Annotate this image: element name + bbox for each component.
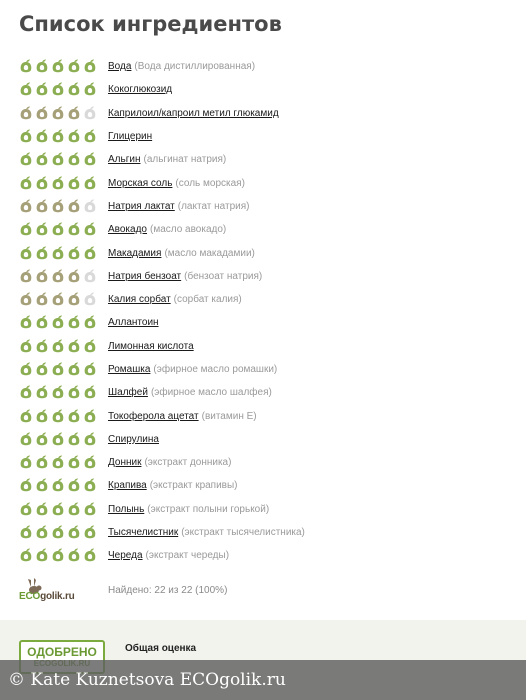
leaf-icon	[67, 385, 81, 400]
leaf-icon	[67, 199, 81, 214]
leaf-icon	[83, 432, 97, 447]
badge-line1: ОДОБРЕНО	[27, 645, 97, 659]
ingredient-link[interactable]: Лимонная кислота	[108, 340, 194, 352]
ingredient-note: (экстракт полыни горькой)	[147, 503, 270, 515]
ingredient-row	[19, 171, 519, 194]
ingredient-rating	[19, 59, 108, 74]
leaf-icon	[51, 106, 65, 121]
ingredient-link[interactable]: Натрия бензоат	[108, 270, 182, 282]
leaf-icon	[83, 478, 97, 493]
leaf-icon	[51, 82, 65, 97]
leaf-icon	[51, 455, 65, 470]
leaf-icon	[51, 269, 65, 284]
ingredient-link[interactable]: Авокадо	[108, 224, 147, 236]
leaf-icon	[35, 525, 49, 540]
ingredient-note: (экстракт донника)	[144, 457, 232, 469]
leaf-icon	[35, 59, 49, 74]
leaf-icon	[35, 176, 49, 191]
leaf-icon	[35, 129, 49, 144]
leaf-empty-icon	[83, 106, 97, 121]
ingredient-rating	[19, 339, 108, 354]
leaf-icon	[51, 502, 65, 517]
ingredient-row	[19, 521, 519, 544]
ingredient-row	[19, 148, 519, 171]
ingredient-link[interactable]: Каприлоил/капроил метил глюкамид	[108, 107, 279, 119]
ingredient-row	[19, 125, 519, 148]
leaf-icon	[83, 339, 97, 354]
ingredient-rating	[19, 385, 108, 400]
leaf-icon	[35, 385, 49, 400]
ingredient-note: (витамин E)	[201, 410, 257, 422]
page-title: Список ингредиентов	[19, 12, 282, 36]
ingredient-row	[19, 55, 519, 78]
leaf-icon	[67, 176, 81, 191]
ingredient-link[interactable]: Донник	[108, 457, 142, 469]
leaf-icon	[35, 478, 49, 493]
leaf-icon	[19, 339, 33, 354]
leaf-icon	[19, 432, 33, 447]
leaf-icon	[35, 502, 49, 517]
ingredient-note: (экстракт крапивы)	[149, 480, 238, 492]
leaf-icon	[67, 82, 81, 97]
leaf-icon	[35, 432, 49, 447]
ingredient-row	[19, 102, 519, 125]
ingredient-note: (экстракт тысячелистника)	[181, 527, 305, 539]
leaf-icon	[83, 548, 97, 563]
ingredient-link[interactable]: Ромашка	[108, 364, 151, 375]
ingredient-row	[19, 358, 519, 381]
leaf-icon	[19, 129, 33, 144]
leaf-icon	[83, 502, 97, 517]
ingredient-rating	[19, 199, 108, 214]
leaf-icon	[35, 548, 49, 563]
ingredient-note: (сорбат калия)	[173, 294, 242, 306]
leaf-icon	[67, 478, 81, 493]
leaf-icon	[83, 362, 97, 377]
ingredient-note: (масло макадамии)	[164, 247, 255, 259]
leaf-icon	[19, 152, 33, 167]
leaf-icon	[83, 59, 97, 74]
leaf-icon	[51, 339, 65, 354]
leaf-icon	[19, 315, 33, 330]
leaf-icon	[19, 409, 33, 424]
leaf-icon	[19, 362, 33, 377]
ingredient-link[interactable]: Калия сорбат	[108, 294, 171, 306]
leaf-icon	[83, 315, 97, 330]
leaf-icon	[19, 478, 33, 493]
leaf-icon	[35, 152, 49, 167]
leaf-icon	[67, 152, 81, 167]
leaf-icon	[51, 59, 65, 74]
leaf-icon	[67, 246, 81, 261]
ingredient-row	[19, 265, 519, 288]
ingredient-row	[19, 335, 519, 358]
leaf-icon	[19, 222, 33, 237]
leaf-icon	[67, 315, 81, 330]
ingredient-row	[19, 451, 519, 474]
leaf-icon	[19, 106, 33, 121]
leaf-icon	[19, 269, 33, 284]
leaf-icon	[19, 292, 33, 307]
leaf-icon	[19, 525, 33, 540]
leaf-icon	[35, 339, 49, 354]
ingredient-link[interactable]: Тысячелистник	[108, 527, 179, 539]
leaf-icon	[19, 502, 33, 517]
ecogolik-logo[interactable]	[19, 577, 87, 603]
leaf-icon	[19, 246, 33, 261]
leaf-icon	[51, 199, 65, 214]
ingredient-row	[19, 218, 519, 241]
ingredient-rating	[19, 362, 108, 377]
ingredient-rating	[19, 455, 108, 470]
ingredient-note: (эфирное масло шалфея)	[150, 387, 272, 399]
leaf-icon	[35, 362, 49, 377]
leaf-icon	[67, 362, 81, 377]
leaf-icon	[67, 455, 81, 470]
ingredient-link[interactable]: Череда	[108, 550, 143, 562]
leaf-icon	[51, 129, 65, 144]
leaf-icon	[19, 82, 33, 97]
leaf-icon	[51, 385, 65, 400]
leaf-icon	[19, 385, 33, 400]
leaf-icon	[83, 82, 97, 97]
leaf-icon	[83, 129, 97, 144]
ingredient-rating	[19, 525, 108, 540]
ingredient-link[interactable]: Шалфей	[108, 387, 148, 399]
leaf-empty-icon	[83, 199, 97, 214]
leaf-icon	[35, 315, 49, 330]
leaf-icon	[51, 409, 65, 424]
ingredient-rating	[19, 315, 108, 330]
leaf-icon	[51, 315, 65, 330]
leaf-icon	[35, 292, 49, 307]
leaf-icon	[19, 548, 33, 563]
ingredient-rating	[19, 502, 108, 517]
leaf-icon	[83, 455, 97, 470]
ingredient-note: (экстракт череды)	[145, 550, 230, 562]
ingredient-link[interactable]: Кокоглюкозид	[108, 84, 173, 96]
ingredient-link[interactable]: Полынь	[108, 503, 145, 515]
ingredient-link[interactable]: Спирулина	[108, 433, 159, 445]
overall-rating-label: Общая оценка	[125, 643, 197, 654]
leaf-icon	[51, 525, 65, 540]
ingredient-note: (альгинат натрия)	[143, 154, 227, 166]
leaf-empty-icon	[83, 269, 97, 284]
leaf-icon	[19, 176, 33, 191]
leaf-icon	[19, 199, 33, 214]
leaf-icon	[35, 106, 49, 121]
ingredient-row	[19, 474, 519, 497]
leaf-icon	[83, 385, 97, 400]
leaf-icon	[51, 478, 65, 493]
leaf-icon	[35, 222, 49, 237]
leaf-icon	[35, 455, 49, 470]
ingredient-link[interactable]: Морская соль	[108, 177, 173, 189]
ingredient-rating	[19, 222, 108, 237]
ingredient-row	[19, 381, 519, 404]
ingredient-rating	[19, 129, 108, 144]
leaf-icon	[51, 176, 65, 191]
ingredient-row	[19, 241, 519, 264]
copyright-watermark: © Kate Kuznetsova ECOgolik.ru	[0, 660, 526, 700]
leaf-icon	[67, 129, 81, 144]
ingredient-row	[19, 78, 519, 101]
ingredient-rating	[19, 548, 108, 563]
leaf-icon	[67, 432, 81, 447]
leaf-icon	[83, 246, 97, 261]
ingredient-link[interactable]: Аллантоин	[108, 317, 159, 329]
ingredient-link[interactable]: Макадамия	[108, 247, 162, 259]
ingredient-note: (лактат натрия)	[177, 200, 250, 212]
ingredient-row	[19, 544, 519, 567]
leaf-icon	[83, 222, 97, 237]
ingredient-rating	[19, 246, 108, 261]
ingredient-note: (Вода дистиллированная)	[134, 61, 256, 73]
leaf-icon	[67, 339, 81, 354]
ingredient-link[interactable]: Натрия лактат	[108, 200, 175, 212]
ingredient-note: (соль морская)	[175, 177, 245, 189]
leaf-icon	[35, 82, 49, 97]
ingredient-rating	[19, 409, 108, 424]
leaf-icon	[67, 292, 81, 307]
ingredient-note: (масло авокадо)	[149, 224, 227, 236]
leaf-icon	[35, 199, 49, 214]
leaf-icon	[51, 292, 65, 307]
ingredient-rating	[19, 292, 108, 307]
ingredient-row	[19, 404, 519, 427]
leaf-icon	[51, 246, 65, 261]
leaf-icon	[83, 176, 97, 191]
leaf-icon	[67, 59, 81, 74]
leaf-icon	[35, 409, 49, 424]
leaf-icon	[35, 246, 49, 261]
ingredient-rating	[19, 82, 108, 97]
ingredient-rating	[19, 478, 108, 493]
ingredient-rating	[19, 106, 108, 121]
leaf-icon	[67, 525, 81, 540]
leaf-icon	[83, 525, 97, 540]
leaf-icon	[67, 502, 81, 517]
ingredient-rating	[19, 432, 108, 447]
ingredient-link[interactable]: Альгин	[108, 154, 141, 166]
leaf-icon	[67, 222, 81, 237]
leaf-icon	[19, 59, 33, 74]
ingredient-link[interactable]: Глицерин	[108, 131, 153, 143]
logo-text: ECOgolik.ru	[19, 591, 75, 602]
summary-row	[19, 576, 227, 604]
ingredient-row	[19, 428, 519, 451]
leaf-icon	[67, 409, 81, 424]
leaf-empty-icon	[83, 292, 97, 307]
leaf-icon	[83, 409, 97, 424]
leaf-icon	[51, 548, 65, 563]
ingredient-link[interactable]: Вода	[108, 61, 132, 73]
ingredient-note: (бензоат натрия)	[184, 270, 263, 282]
leaf-icon	[19, 455, 33, 470]
leaf-icon	[51, 432, 65, 447]
ingredient-rating	[19, 152, 108, 167]
leaf-icon	[67, 269, 81, 284]
ingredient-row	[19, 311, 519, 334]
leaf-icon	[67, 106, 81, 121]
leaf-icon	[51, 222, 65, 237]
leaf-icon	[51, 362, 65, 377]
leaf-icon	[67, 548, 81, 563]
ingredient-note: (эфирное масло ромашки)	[153, 364, 278, 375]
ingredient-rating	[19, 176, 108, 191]
ingredient-row	[19, 195, 519, 218]
leaf-icon	[51, 152, 65, 167]
leaf-icon	[35, 269, 49, 284]
ingredient-list	[19, 55, 519, 568]
found-count: Найдено: 22 из 22 (100%)	[108, 584, 228, 596]
ingredient-row	[19, 288, 519, 311]
leaf-icon	[83, 152, 97, 167]
ingredient-rating	[19, 269, 108, 284]
ingredient-link[interactable]: Токоферола ацетат	[108, 410, 199, 422]
ingredient-link[interactable]: Крапива	[108, 480, 147, 492]
ingredient-row	[19, 498, 519, 521]
